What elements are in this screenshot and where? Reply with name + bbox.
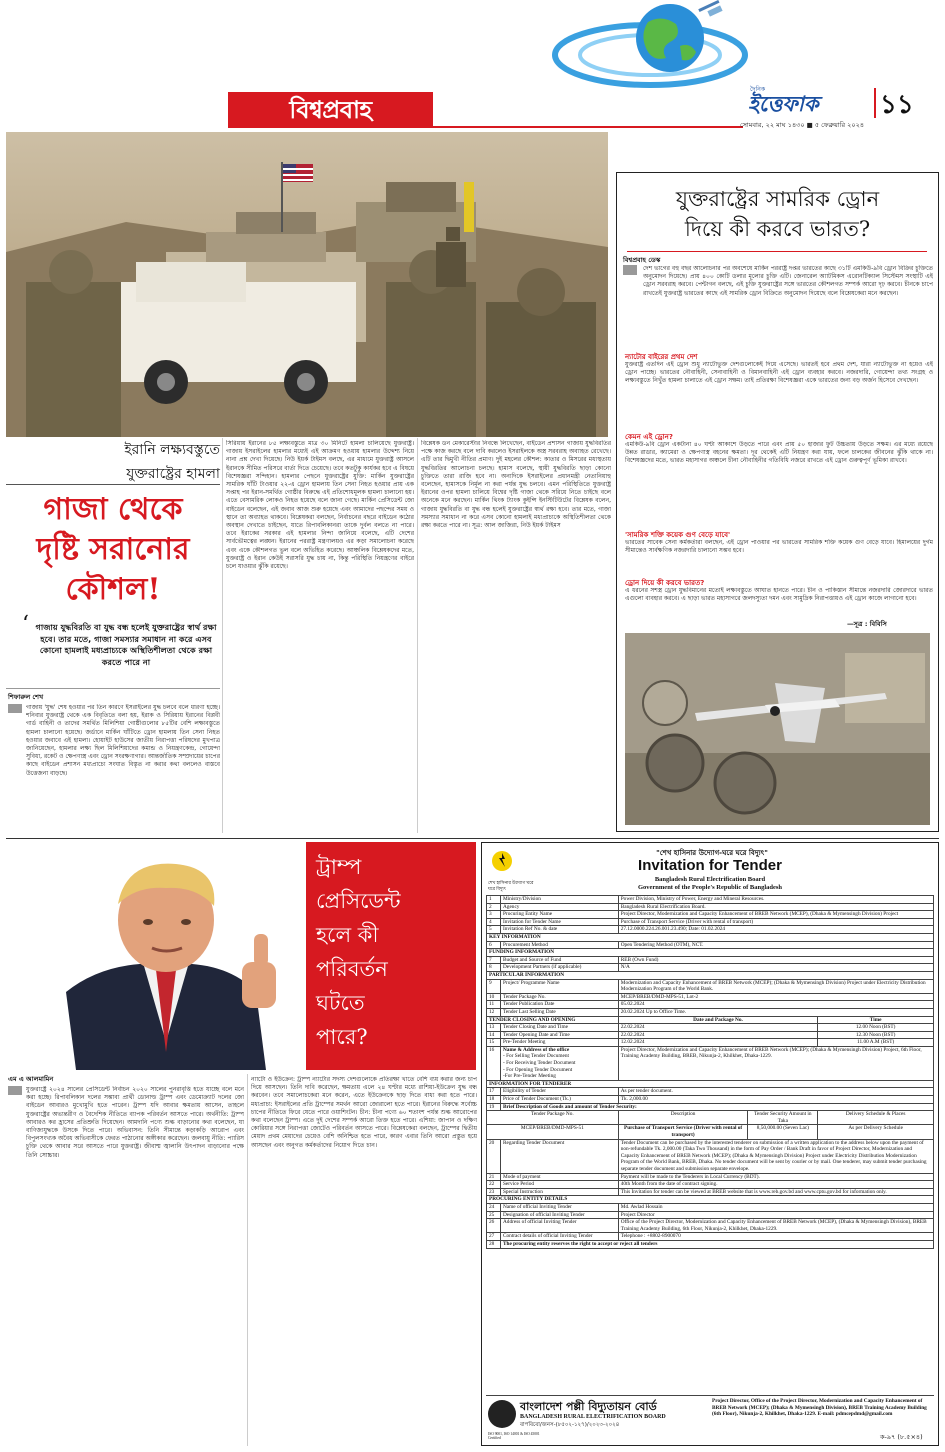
tender-column-header: Date and Package No. [618, 1016, 818, 1024]
tender-row-value: 05.02.2024 [618, 1001, 933, 1009]
drone-sub-1: ন্যাটোর বাইরের প্রথম দেশ [625, 353, 698, 361]
table-row [487, 1001, 934, 1009]
drone-text-4: এ ধরনের সশস্ত্র ড্রোন যুদ্ধবিমানের মতোই লক্ষ্যবস্তুতে আঘাত হানতে পারে। চীন ও পাকিস্তান সীমান্তে নজরদারি জোরদারে ভারত এগুলো ব্যবহার করবে। এ ছাড়া ভারত মহাসাগরে জলদস্যুতা দমন এবং সামুদ্রিক নিরাপত্তায়ও এই ড্রোন কাজে লাগানো হবে। [625, 587, 933, 603]
tender-row-label: Designation of official Inviting Tender [500, 1211, 618, 1219]
table-row [487, 911, 934, 919]
tender-footer-en: BANGLADESH RURAL ELECTRIFICATION BOARD [520, 1414, 666, 1420]
tender-row-label: Agency [500, 903, 618, 911]
tender-title: Invitation for Tender [638, 857, 782, 874]
tender-row-label: Project/ Programme Name [500, 979, 618, 993]
tender-row-number: 23 [487, 1188, 501, 1196]
tender-row-number: 3 [487, 911, 501, 919]
column-rule [417, 438, 418, 833]
tender-table [486, 895, 934, 1249]
tender-row-number: 9 [487, 979, 501, 993]
tender-row-label: Tender Publication Date [500, 1001, 618, 1009]
tender-row-value: 20.02.2024 Up to Office Time. [618, 1008, 933, 1016]
tender-row-label: Mode of payment [500, 1173, 618, 1181]
tender-row-value: Tender Document can be purchased by the interested tenderer on submission of a written application to the address below upon the payment of non-refundable Tk. 2,000.00 (Taka Two Thousand) in the form of Pay Order / Bank Draft in favor of Project Director, Modernization and Capacity Enhancement of BREB Network (MCEP); (Dhaka & Mymensingh Division) Project under Electricity Distribution Modernization Program of the World Bank, BREB, Dhaka. No tender document will be sent by courier or by mail. One tenderer, may submit tender purchasing separate tender document and submission separate envelope. [618, 1139, 933, 1173]
tender-row-label: Service Period [500, 1181, 618, 1189]
drone-sub-3: 'সামরিক শক্তি কয়েক গুণ বেড়ে যাবে' [625, 531, 731, 539]
tender-goods-row [487, 1125, 934, 1139]
table-row [487, 1203, 934, 1211]
tender-row-number: 5 [487, 926, 501, 934]
tender-row-time: 11.00 A.M (BST) [818, 1039, 934, 1047]
table-row [487, 918, 934, 926]
drone-headline-2: দিয়ে কী করবে ভারত? [684, 217, 871, 241]
tender-row-value: Payment will be made to the Tenderers in Local Currency (BDT). [618, 1173, 933, 1181]
tender-row-label: Tender Opening Date and Time [500, 1031, 618, 1039]
tender-row-value: Bangladesh Rural Electrification Board. [618, 903, 933, 911]
table-row [487, 1008, 934, 1016]
tender-footer-code: বাপবিবো/জনস-(৮৫০২-১২৭)/২০২৩-২০২৪ [520, 1422, 620, 1428]
tender-row-value: Open Tendering Method (OTM), NCT. [618, 941, 933, 949]
tender-column-header: Time [818, 1016, 934, 1024]
main-col3-text: বিশ্লেষক ডন মেকারেস্টার নিবন্ধে লিখেছেন, বাইডেন প্রশাসন গাজায় যুদ্ধবিরতির পক্ষে কাজ করছে বলে দাবি করলেও ইসরাইলকে অস্ত্র সরবরাহ অব্যাহত রেখেছে। এটি তার দ্বিমুখী নীতির প্রমাণ। দুই মহলের কৌশল: কাতার ও মিসরের মধ্যস্থতায় যুদ্ধবিরতির আলোচনা চলছে। হামাস বলেছে, স্থায়ী যুদ্ধবিরতি ছাড়া কোনো চুক্তিতে তারা রাজি হবে না। অন্যদিকে ইসরাইলের প্রধানমন্ত্রী নেতানিয়াহু বলেছেন, হামাসকে নির্মূল না করা পর্যন্ত যুদ্ধ চলবে। এমন পরিস্থিতিতে যুক্তরাষ্ট্র ইরানের ওপর হামলা চালিয়ে বিশ্বের দৃষ্টি গাজা থেকে সরিয়ে নিতে চাইছে বলে অনেকে মনে করছেন। মার্কিন থিংক ট্যাংক কুইন্সি ইনস্টিটিউটের বিশ্লেষক বলেন, গাজায় যুদ্ধবিরতি বা যুদ্ধ বন্ধ হলেই যুক্তরাষ্ট্রের স্বার্থ রক্ষা হবে। তার মতে, গাজা সমস্যার সমাধান না করে এসব কোনো হামলাই মধ্যপ্রাচ্যকে অস্থিতিশীলতা থেকে রক্ষা করতে পারে না। সূত্র: আল জাজিরা, নিউ ইয়র্ক টাইমস [421, 440, 611, 530]
main-col2-text: সিরিয়ায় ইরানের ৮৫ লক্ষ্যবস্তুতে মাত্র ৩০ মিনিটে হামলা চালিয়েছে যুক্তরাষ্ট্র। গাজায় ইসরাইলের হামলার মধ্যেই এই আক্রমণ হওয়ায় হামলার উদ্দেশ্য নিয়ে নানা প্রশ্ন দেখা দিয়েছে। নিউ ইয়র্ক টাইমস বলছে, এর মাধ্যমে যুক্তরাষ্ট্র আসলে ইরানকে সীমিত পরিসরে বার্তা দিতে চেয়েছে। তবে কতটুকু কার্যকর হবে এ বিষয়ে বিশেষজ্ঞরা সন্দিহান। হামলার পেছনে যুক্তরাষ্ট্রের যুক্তি: মার্কিন যুক্তরাষ্ট্রের সামরিক ঘাঁটি টাওয়ার ২২-এ ড্রোন হামলায় তিন সেনা নিহত হওয়ার প্রায় এক সপ্তাহ পর ইরান-সমর্থিত গোষ্ঠীর বিরুদ্ধে এই প্রতিশোধমূলক হামলা চালানো হয়। এতে বেসামরিক লোকও নিহত হয়েছে বলে জানা গেছে। মার্কিন প্রেসিডেন্ট জো বাইডেন বলেছেন, এই জবাব আজ শুরু হয়েছে এবং আমাদের পছন্দের সময় ও স্থানে তা অব্যাহত থাকবে। বিশ্লেষকরা বলছেন, নির্বাচনের বছরে বাইডেন কঠোর অবস্থান দেখাতে চাইছেন, যাতে রিপাবলিকানরা তাকে দুর্বল বলতে না পারে। তবে ইরাকের সরকার এই হামলার নিন্দা জানিয়ে বলেছে, এটি দেশের সার্বভৌমত্বের লঙ্ঘন। ইরানের পররাষ্ট্র মন্ত্রণালয়ও এর কড়া সমালোচনা করেছে এবং একে কৌশলগত ভুল বলে অভিহিত করেছে। আঞ্চলিক বিশ্লেষকদের মতে, যুক্তরাষ্ট্র ও ইরান কেউই সরাসরি যুদ্ধ চায় না, কিন্তু পরিস্থিতি নিয়ন্ত্রণের বাইরে চলে যাওয়ার ঝুঁকি রয়েছে। [226, 440, 414, 571]
tender-office-sub: - For Selling Tender Document [502, 1053, 570, 1060]
tender-section-header [487, 971, 934, 979]
drone-headline-1: যুক্তরাষ্ট্রের সামরিক ড্রোন [675, 187, 880, 211]
tender-column-header: Description [618, 1111, 748, 1125]
tender-row-number: 22 [487, 1181, 501, 1189]
column-rule [222, 438, 223, 833]
tender-section-header [487, 1016, 934, 1024]
drone-source: —সূত্র : বিবিসি [847, 620, 887, 628]
tender-row-label: Ministry/Division [500, 896, 618, 904]
trump-photo [6, 842, 306, 1070]
tender-row-number: 28 [487, 1240, 501, 1248]
tender-row-value: MCEP/BREB/DMD-MPS-51, Lot-2 [618, 993, 933, 1001]
table-row [487, 1024, 934, 1032]
main-kicker-2: যুক্তরাষ্ট্রের হামলা [126, 466, 220, 482]
tender-row-value: Telephone : +8802-8900070 [618, 1233, 933, 1241]
table-row [487, 1188, 934, 1196]
table-row [487, 896, 934, 904]
tender-row-number: 6 [487, 941, 501, 949]
header-rule [433, 126, 743, 128]
main-headline-1: গাজা থেকে [43, 492, 183, 527]
table-row [487, 1173, 934, 1181]
tender-row-number: 18 [487, 1096, 501, 1104]
tender-row-label: Price of Tender Document (Tk.) [500, 1096, 618, 1104]
tender-row-label [500, 1046, 618, 1080]
table-row [487, 1103, 934, 1111]
drone-text-3: ভারতের সাবেক সেনা কর্মকর্তারা বলছেন, এই ড্রোন পাওয়ার পর ভারতের সামরিক শক্তি কয়েক গুণ বেড়ে যাবে। হিমালয়ের দুর্গম সীমান্তেও সার্বক্ষণিক নজরদারি চালানো সম্ভব হবে। [625, 539, 933, 555]
table-row [487, 1139, 934, 1173]
tender-row-label: Special Instruction [500, 1188, 618, 1196]
drone-headline-rule [627, 251, 927, 252]
tender-iso: ISO 9001, ISO 14001 & ISO 45001 Certified [488, 1432, 540, 1441]
tender-row-value: 12.02.2024 [618, 1039, 818, 1047]
tender-row-number: 21 [487, 1173, 501, 1181]
trump-col2-text: ন্যাটো ও ইউক্রেন: ট্রাম্প ন্যাটোর সদস্য দেশগুলোকে প্রতিরক্ষা খাতে বেশি ব্যয় করার জন্য চাপ দিয়ে আসছেন। তিনি দাবি করেছেন, ক্ষমতায় এলে ২৪ ঘণ্টার মধ্যে রাশিয়া-ইউক্রেন যুদ্ধ বন্ধ করবেন। তবে সমালোচকেরা মনে করেন, এতে ইউক্রেনকে ছাড় দিতে বাধ্য করা হতে পারে। মধ্যপ্রাচ্য: ইসরাইলের প্রতি ট্রাম্পের সমর্থন আরো জোরালো হতে পারে। ইরানের বিরুদ্ধে সর্বোচ্চ চাপের নীতিতে ফিরে যেতে পারে ওয়াশিংটন। চীন: চীনা পণ্যে ৬০ শতাংশ পর্যন্ত শুল্ক আরোপের কথা বলেছেন ট্রাম্প। এতে দুই দেশের সম্পর্ক আরো তিক্ত হতে পারে। এশিয়া: জাপান ও দক্ষিণ কোরিয়ার সঙ্গে নিরাপত্তা জোটেও পরিবর্তন আসতে পারে। বিশ্লেষকেরা বলছেন, ট্রাম্পের দ্বিতীয় মেয়াদ প্রথম মেয়াদের চেয়েও বেশি অনিশ্চিত হতে পারে, কারণ এবার তিনি আরো প্রস্তুত হয়ে আসছেন এবং অনুগত কর্মকর্তাদের নিয়োগ দিতে চান। [251, 1076, 477, 1149]
tender-top-slogan: "শেখ হাসিনার উদ্যোগ-ঘরে ঘরে বিদ্যুৎ" [656, 849, 768, 857]
trump-headline-2: প্রেসিডেন্ট [316, 889, 401, 913]
tender-row-number: 25 [487, 1211, 501, 1219]
drone-sub-4: ড্রোন দিয়ে কী করবে ভারত? [625, 579, 705, 587]
byline-mark-icon [8, 1086, 22, 1095]
masthead-divider [874, 88, 876, 118]
tender-column-header: Tender Security Amount in Taka [748, 1111, 818, 1125]
tender-section-title: KEY INFORMATION [487, 933, 934, 941]
tender-logo-caption: শেখ হাসিনার উদ্যোগ ঘরে ঘরে বিদ্যুৎ [488, 880, 534, 891]
tender-office-sub: - For Opening Tender Document [502, 1066, 573, 1073]
section-title: বিশ্বপ্রবাহ [228, 92, 433, 128]
table-row [487, 956, 934, 964]
main-headline-2: দৃষ্টি সরানোর [36, 532, 190, 567]
tender-row-number: 12 [487, 1008, 501, 1016]
tender-footer-bn: বাংলাদেশ পল্লী বিদ্যুতায়ন বোর্ড [520, 1400, 657, 1413]
tender-row-value: Tk. 2,000.00 [618, 1096, 933, 1104]
drone-byline: বিশ্বপ্রবাহ ডেস্ক [623, 256, 661, 264]
tender-row-value: Power Division, Ministry of Power, Energy and Mineral Resources. [618, 896, 933, 904]
main-byline: শিফারুল শেখ [8, 693, 44, 701]
masthead-logo [746, 84, 874, 118]
tender-column-header: Delivery Schedule & Places [818, 1111, 934, 1125]
tender-row-label: The procuring entity reserves the right to accept or reject all tenders [500, 1240, 933, 1248]
tender-section-title: FUNDING INFORMATION [487, 949, 934, 957]
tender-row-value: 22.02.2024 [618, 1024, 818, 1032]
table-row [487, 993, 934, 1001]
breb-logo-icon [488, 1400, 516, 1428]
table-row [487, 941, 934, 949]
tender-row-number: 17 [487, 1088, 501, 1096]
table-row [487, 926, 934, 934]
tender-row-number: 8 [487, 964, 501, 972]
tender-row-number: 13 [487, 1024, 501, 1032]
tender-description: Purchase of Transport Service (Driver with rental of transport) [618, 1125, 748, 1139]
tender-row-value: Project Director, Modernization and Capacity Enhancement of BREB Network (MCEP); (Dhaka & Mymensingh Division) Project, 6th Floor, Training Academy Building, BREB, Nikunja-2, Khilkhet, Dhaka-1229. [618, 1046, 933, 1080]
tender-row-number: 27 [487, 1233, 501, 1241]
tender-row-label: Procurement Method [500, 941, 618, 949]
tender-row-number: 19 [487, 1103, 501, 1111]
table-row [487, 903, 934, 911]
tender-section-header [487, 1196, 934, 1204]
drone-photo [625, 633, 930, 825]
masthead-prefix: দৈনিক [750, 86, 766, 93]
tender-row-value: 27.12.0000.224.26.001.23.490; Date: 01.02.2024 [618, 926, 933, 934]
table-row [487, 979, 934, 993]
trump-headline-4: পরিবর্তন [316, 957, 388, 981]
tender-row-label: Name of official Inviting Tender [500, 1203, 618, 1211]
trump-headline-3: হলে কী [316, 923, 379, 947]
header [0, 0, 945, 130]
tender-row-value: As per tender document. [618, 1088, 933, 1096]
tender-section-title: PARTICULAR INFORMATION [487, 971, 934, 979]
date-line: সোমবার, ২২ মাঘ ১৪৩০ ■ ৫ ফেব্রুয়ারি ২০২৪ [740, 121, 865, 129]
tender-row-label: Invitation for Tender Name [500, 918, 618, 926]
trump-headline-5: ঘটতে [316, 991, 365, 1015]
tender-section-header [487, 933, 934, 941]
tender-row-value: Project Director, Modernization and Capacity Enhancement of BREB Network (MCEP), (Dhaka & Mymensingh Division) Project [618, 911, 933, 919]
tender-row-label: Development Partners (if applicable) [500, 964, 618, 972]
tender-row-value: Purchase of Transport Service (Driver with rental of transport) [618, 918, 933, 926]
tender-security-amount: 8,50,000.00 (Seven Lac) [748, 1125, 818, 1139]
tender-row-label: Eligibility of Tender [500, 1088, 618, 1096]
tender-goods-header [487, 1111, 934, 1125]
tender-row-value: 22.02.2024 [618, 1031, 818, 1039]
tender-section-title: INFORMATION FOR TENDERER [487, 1080, 934, 1088]
drone-text-1: যুক্তরাষ্ট্র এতদিন এই ড্রোন শুধু ন্যাটোভুক্ত দেশগুলোকেই দিয়ে এসেছে। ভারতই হবে প্রথম দেশ, যারা ন্যাটোভুক্ত না হয়েও এই ড্রোন পাচ্ছে। ভারতের নৌবাহিনী, সেনাবাহিনী ও বিমানবাহিনী এই ড্রোন ব্যবহার করবে। নজরদারি, গোয়েন্দা তথ্য সংগ্রহ ও লক্ষ্যবস্তুতে নিখুঁত হামলা চালাতে এই ড্রোন সক্ষম। তাই প্রতিরক্ষা বিশেষজ্ঞরা একে ভারতের জন্য বড় অর্জন হিসেবে দেখছেন। [625, 361, 933, 385]
tender-section-header [487, 1080, 934, 1088]
tender-row-time: 12.00 Noon (BST) [818, 1024, 934, 1032]
page-number: ১১ [880, 90, 914, 120]
tender-column-header: Tender Package No. [487, 1111, 619, 1125]
byline-mark-icon [623, 265, 637, 275]
drone-text-2: এমকিউ-৯বি ড্রোন একটানা ৪০ ঘণ্টা আকাশে উড়তে পারে এবং প্রায় ৫০ হাজার ফুট উচ্চতায় উড়তে সক্ষম। এর মধ্যে রয়েছে উন্নত রাডার, ক্যামেরা ও ক্ষেপণাস্ত্র বহনের ক্ষমতা। দূর থেকেই এটি নিয়ন্ত্রণ করা যায়, ফলে চালকের জীবনের ঝুঁকি থাকে না। বিশেষজ্ঞদের মতে, ভারত মহাসাগর অঞ্চলে চীনা নৌবাহিনীর গতিবিধি নজরে রাখতে এই ড্রোন গুরুত্বপূর্ণ ভূমিকা রাখবে। [625, 441, 933, 465]
main-kicker-1: ইরানি লক্ষ্যবস্তুতে [124, 442, 220, 458]
tender-row-number: 7 [487, 956, 501, 964]
trump-byline: এম এ আলমামিন [8, 1075, 54, 1083]
tender-row-value: This Invitation for tender can be viewed at BREB website that is www.reb.gov.bd and www.cptu.gov.bd for information only. [618, 1188, 933, 1196]
byline-mark-icon [8, 704, 22, 713]
tender-row-number: 11 [487, 1001, 501, 1009]
tender-row-label: Regarding Tender Document [500, 1139, 618, 1173]
tender-row-label: Tender Package No. [500, 993, 618, 1001]
drone-intro: দেশ ভাগের বহু বছর আলোচনার পর অবশেষে মার্কিন পররাষ্ট্র দপ্তর ভারতের কাছে ৩১টি এমকিউ-৯বি ড্রোন বিক্রির চুক্তিতে অনুমোদন দিয়েছে। প্রায় ৪০০ কোটি ডলার মূল্যের চুক্তি এটি। জেনারেল অ্যাটমিকস এরোনটিক্যাল সিস্টেমস সংস্থাটি এই ড্রোন সরবরাহ করবে। পেন্টাগন বলছে, এই চুক্তি যুক্তরাষ্ট্রের সঙ্গে ভারতের কৌশলগত সম্পর্ক আরো দৃঢ় করবে। চীনকে চাপে রাখতেই যুক্তরাষ্ট্র ভারতের কাছে এই সামরিক ড্রোন বিক্রিতে অনুমোদন দিয়েছে বলে বিশ্লেষকেরা মনে করছেন। [643, 265, 933, 297]
main-photo-soldiers [6, 132, 608, 437]
tender-row-label: Address of official Inviting Tender [500, 1219, 618, 1233]
tender-row-number: 2 [487, 903, 501, 911]
tender-delivery: As per Delivery Schedule [818, 1125, 934, 1139]
tender-package-no: MCEP/BREB/DMD-MPS-51 [487, 1125, 619, 1139]
tender-row-value: Project Director [618, 1211, 933, 1219]
table-row [487, 1219, 934, 1233]
tender-row-label: Invitation Ref No. & date [500, 926, 618, 934]
table-row [487, 1031, 934, 1039]
table-row [487, 1039, 934, 1047]
table-row [487, 1240, 934, 1248]
tender-row-number: 16 [487, 1046, 501, 1080]
tender-row-value: Md. Awlad Hossain [618, 1203, 933, 1211]
tender-row-label: Budget and Source of Fund [500, 956, 618, 964]
tender-row-label: Tender Closing Date and Time [500, 1024, 618, 1032]
tender-row-number: 14 [487, 1031, 501, 1039]
tender-ad [481, 842, 939, 1446]
masthead-name: ইত্তেফাক [748, 91, 819, 116]
kicker-rule [6, 484, 220, 485]
tender-row-label: Pre-Tender Meeting [500, 1039, 618, 1047]
trump-col1-text: যুক্তরাষ্ট্রে ২০২৪ সালের প্রেসিডেন্ট নির্বাচন ২০২০ সালের পুনরাবৃত্তি হতে যাচ্ছে বলে মনে করা হচ্ছে। রিপাবলিকান দলের সম্ভাব্য প্রার্থী ডোনাল্ড ট্রাম্প এবং ডেমোক্র্যাট দলের জো বাইডেন আবারও মুখোমুখি হতে পারেন। ট্রাম্প যদি আবার ক্ষমতায় আসেন, তাহলে যুক্তরাষ্ট্রের অভ্যন্তরীণ ও বৈদেশিক নীতিতে ব্যাপক পরিবর্তন আসতে পারে। অর্থনীতি: ট্রাম্প আবারও কর হ্রাসের প্রতিশ্রুতি দিয়েছেন। আমদানি পণ্যে শুল্ক বাড়ানোর কথা বলেছেন, যা বাণিজ্যযুদ্ধকে উসকে দিতে পারে। অভিবাসন: তিনি সীমান্তে কড়াকড়ি আরোপ এবং বিপুলসংখ্যক অবৈধ অভিবাসীকে ফেরত পাঠানোর অঙ্গীকার করেছেন। জলবায়ু নীতি: প্যারিস চুক্তি থেকে আবার সরে আসতে পারে যুক্তরাষ্ট্র। জীবাশ্ম জ্বালানি উৎপাদন বাড়ানোর পক্ষে তিনি সোচ্চার। [26, 1086, 244, 1159]
section-divider [6, 838, 939, 839]
globe-illustration [520, 0, 750, 118]
drone-story-box [616, 172, 939, 832]
drone-sub-2: কেমন এই ড্রোন? [625, 433, 673, 441]
tender-row-label: Brief Description of Goods and amount of Tender Security: [500, 1103, 933, 1111]
ad-code: ক-৯৭ (৮.৫×৪) [880, 1433, 923, 1441]
tender-row-label: Procuring Entity Name [500, 911, 618, 919]
tender-row-value: Modernization and Capacity Enhancement of BREB Network (MCEP); (Dhaka & Mymensingh Division) Project under Electricity Distribution Modernization Program of the World Bank. [618, 979, 933, 993]
tender-row-label: Tender Last Selling Date [500, 1008, 618, 1016]
tender-row-value: 40th Month from the date of contract signing. [618, 1181, 933, 1189]
table-row [487, 1046, 934, 1080]
table-row [487, 964, 934, 972]
tender-org: Bangladesh Rural Electrification Board [654, 876, 766, 883]
tender-row-number: 1 [487, 896, 501, 904]
tender-gov: Government of the People's Republic of Bangladesh [637, 884, 783, 891]
tender-table-wrap [486, 895, 934, 1249]
table-row [487, 1088, 934, 1096]
tender-office-sub: - For Receiving Tender Document [502, 1060, 576, 1067]
tender-section-header [487, 949, 934, 957]
trump-headline-box [306, 842, 476, 1070]
tender-row-value: REB (Own Fund) [618, 956, 933, 964]
main-pull-quote: গাজায় যুদ্ধবিরতি বা যুদ্ধ বন্ধ হলেই যুক্তরাষ্ট্রের স্বার্থ রক্ষা হবে। তার মতে, গাজা সমস্যার সমাধান না করে এসব কোনো হামলাই মধ্যপ্রাচ্যকে অস্থিতিশীলতা থেকে রক্ষা করতে পারে না [35, 622, 217, 667]
tender-office-sub: -For Pre-Tender Meeting [502, 1073, 556, 1080]
tender-row-time: 12.30 Noon (BST) [818, 1031, 934, 1039]
tender-footer-address: Project Director, Office of the Project Director, Modernization and Capacity Enhancement of BREB Network (MCEP); (Dhaka & Mymensingh Division), BREB Training Academy Building (6th Floor), Nikunja-2, Khilkhet, Dhaka-1229. E-mail: pdmcepdmd@gmail.com [712, 1398, 927, 1418]
trump-headline-1: ট্রাম্প [316, 855, 362, 879]
tender-row-number: 20 [487, 1139, 501, 1173]
table-row [487, 1211, 934, 1219]
tender-row-number: 4 [487, 918, 501, 926]
tender-section-title: PROCURING ENTITY DETAILS [487, 1196, 934, 1204]
column-rule [247, 1074, 248, 1446]
tender-row-label: Contract details of official Inviting Tender [500, 1233, 618, 1241]
tender-row-number: 15 [487, 1039, 501, 1047]
table-row [487, 1181, 934, 1189]
trump-headline-6: পারে? [316, 1025, 368, 1049]
quote-mark-icon: ‘ [22, 612, 29, 637]
tender-row-value: N/A [618, 964, 933, 972]
table-row [487, 1233, 934, 1241]
main-col1-text: গাজায় 'যুদ্ধ' শেষ হওয়ার পর তিন কারণে ইসরাইলের যুদ্ধ চলবে বলে ধারণা হচ্ছে। শনিবার যুক্তরাষ্ট্র থেকে এক বিবৃতিতে বলা হয়, ইরাক ও সিরিয়ায় ইরানের বিপ্লবী গার্ড বাহিনী ও তাদের সমর্থিত মিলিশিয়া গোষ্ঠীগুলোর ৮৫টির বেশি লক্ষ্যবস্তুতে হামলা চালানো হয়েছে। জর্ডানে মার্কিন ঘাঁটিতে ড্রোন হামলায় তিন সেনা নিহত হওয়ার জবাবে এই হামলা। হোয়াইট হাউসের জাতীয় নিরাপত্তা পরিষদের মুখপাত্র জানিয়েছেন, হামলার লক্ষ্য ছিল মিলিশিয়াদের কমান্ড ও নিয়ন্ত্রণকেন্দ্র, গোয়েন্দা সুবিধা, রকেট ও ক্ষেপণাস্ত্র এবং ড্রোন সংরক্ষণাগার। আন্তর্জাতিক সম্প্রদায়ের চাপের কাছে বাইডেন প্রশাসন মধ্যপ্রাচ্যে সংঘাত বিস্তৃত না করার কথা বললেও বাস্তবে উত্তেজনা বাড়ছে। [26, 704, 220, 777]
tender-row-number: 24 [487, 1203, 501, 1211]
tender-row-number: 10 [487, 993, 501, 1001]
tender-row-value: Office of the Project Director, Modernization and Capacity Enhancement of BREB Network (MCEP), (Dhaka & Mymensingh Division), BREB Training Academy Building, 6th Floor, Nikunja-2, Khilkhet, Dhaka-1229. [618, 1219, 933, 1233]
byline-rule [6, 688, 220, 689]
table-row [487, 1096, 934, 1104]
main-headline-3: কৌশল! [65, 572, 161, 607]
tender-office-label: Name & Address of the office [502, 1046, 570, 1053]
tender-footer [486, 1395, 934, 1443]
tender-row-number: 26 [487, 1219, 501, 1233]
tender-section-title: TENDER CLOSING AND OPENING [487, 1016, 619, 1024]
